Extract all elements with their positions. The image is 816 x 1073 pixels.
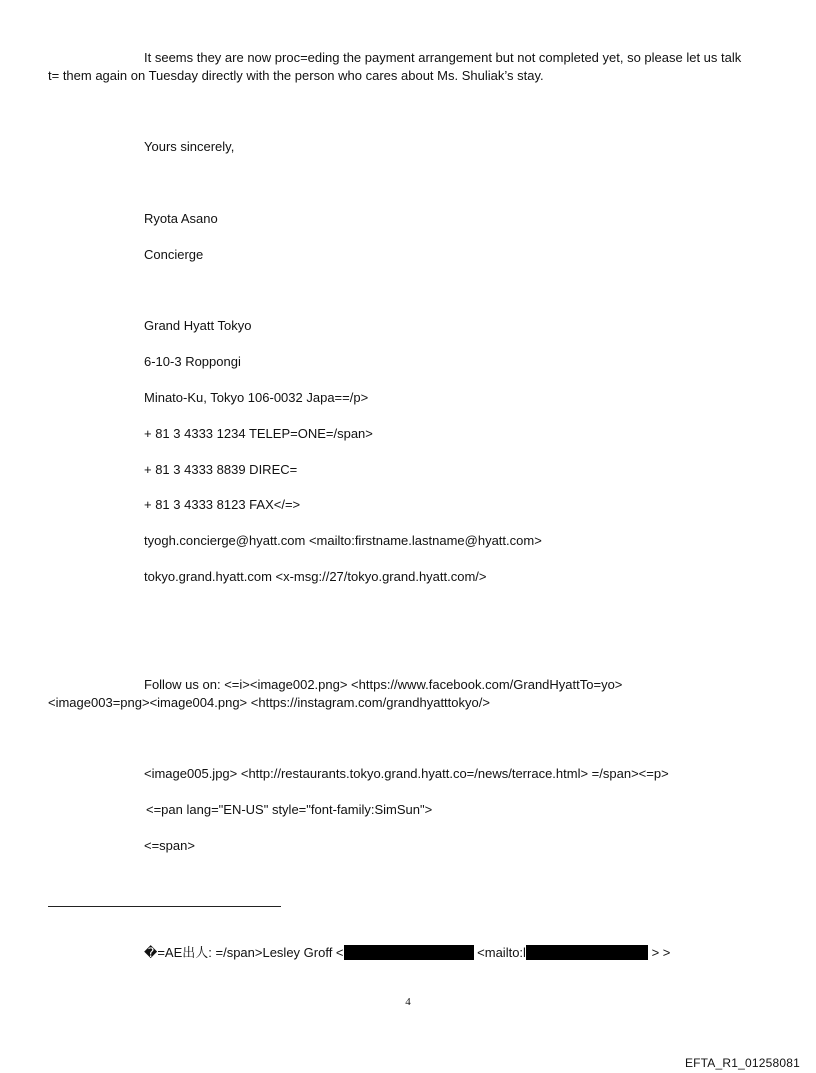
restaurant-line: <image005.jpg> <http://restaurants.tokyo.grand.hyatt.co=/news/terrace.html> =/span><=p> bbox=[144, 766, 669, 781]
city-address: Minato-Ku, Tokyo 106-0032 Japa==/p> bbox=[144, 390, 369, 405]
redaction-box bbox=[526, 945, 648, 960]
page-number: 4 bbox=[405, 996, 411, 1008]
from-line bbox=[144, 945, 670, 961]
paragraph-line-1: It seems they are now proc=eding the payment arrangement but not completed yet, so please let us talk bbox=[144, 50, 742, 65]
street-address: 6-10-3 Roppongi bbox=[144, 354, 241, 369]
from-suffix: > > bbox=[651, 945, 671, 960]
telephone-line: + 81 3 4333 1234 TELEP=ONE=/span> bbox=[144, 426, 373, 441]
fax-line: + 81 3 4333 8123 FAX</=> bbox=[144, 497, 301, 512]
from-prefix: �=AE出人: =/span>Lesley Groff < bbox=[144, 945, 344, 960]
redaction-box bbox=[344, 945, 474, 960]
from-mailto: <mailto:l bbox=[477, 945, 526, 960]
paragraph-payment bbox=[48, 49, 788, 85]
signature-title: Concierge bbox=[144, 247, 204, 262]
direct-line: + 81 3 4333 8839 DIREC= bbox=[144, 462, 298, 477]
closing: Yours sincerely, bbox=[144, 139, 235, 154]
follow-paragraph bbox=[48, 676, 788, 712]
signature-name: Ryota Asano bbox=[144, 211, 218, 226]
bates-number: EFTA_R1_01258081 bbox=[684, 1056, 800, 1070]
span-close-line: <=span> bbox=[144, 838, 195, 853]
span-open-line: <=pan lang="EN-US" style="font-family:SimSun"> bbox=[146, 802, 433, 817]
website-line: tokyo.grand.hyatt.com <x-msg://27/tokyo.grand.hyatt.com/> bbox=[144, 569, 487, 584]
paragraph-line-2: t= them again on Tuesday directly with the person who cares about Ms. Shuliak’s stay. bbox=[48, 68, 544, 83]
hotel-name: Grand Hyatt Tokyo bbox=[144, 318, 252, 333]
footnote-divider bbox=[48, 906, 281, 907]
email-line: tyogh.concierge@hyatt.com <mailto:firstname.lastname@hyatt.com> bbox=[144, 533, 542, 548]
follow-line-2: <image003=png><image004.png> <https://instagram.com/grandhyatttokyo/> bbox=[48, 695, 490, 710]
follow-line-1: Follow us on: <=i><image002.png> <https://www.facebook.com/GrandHyattTo=yo> bbox=[144, 677, 623, 692]
